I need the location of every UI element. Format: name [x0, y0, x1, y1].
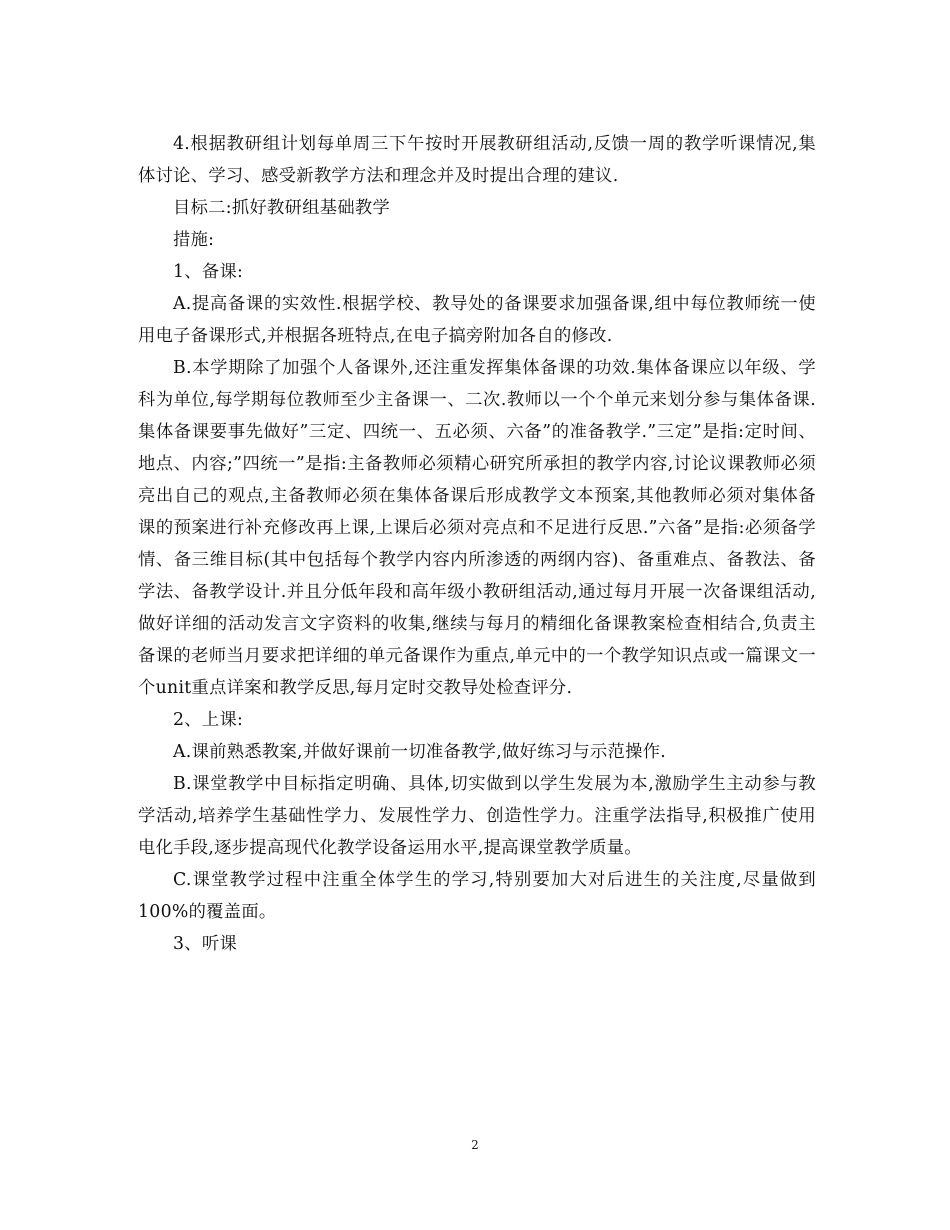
paragraph-observation-heading: 3、听课 [173, 934, 238, 954]
paragraph-teaching-heading: 2、上课: [173, 710, 244, 730]
paragraph-teaching-c: C.课堂教学过程中注重全体学生的学习,特别要加大对后进生的关注度,尽量做到100%的覆盖面。 [138, 870, 816, 922]
paragraph-teaching-a: A.课前熟悉教案,并做好课前一切准备教学,做好练习与示范操作. [173, 742, 667, 762]
paragraph-lesson-prep-a: A.提高备课的实效性.根据学校、教导处的备课要求加强备课,组中每位教师统一使用电子备课形式,并根据各班特点,在电子搞旁附加各自的修改. [138, 294, 816, 346]
paragraph-lesson-prep-heading: 1、备课: [173, 262, 244, 282]
paragraph-goal-two-heading: 目标二:抓好教研组基础教学 [173, 198, 391, 218]
paragraph-teaching-b: B.课堂教学中目标指定明确、具体,切实做到以学生发展为本,激励学生主动参与教学活动,培养学生基础性学力、发展性学力、创造性学力。注重学法指导,积极推广使用电化手段,逐步提高现代化教学设备运用水平,提高课堂教学质量。 [138, 774, 816, 858]
paragraph-lesson-prep-b: B.本学期除了加强个人备课外,还注重发挥集体备课的功效.集体备课应以年级、学科为单位,每学期每位教师至少主备课一、二次.教师以一个个单元来划分参与集体备课.集体备课要事先做好”三定、四统一、五必须、六备”的准备教学.”三定”是指:定时间、地点、内容;”四统一”是指:主备教师必须精心研究所承担的教学内容,讨论议课教师必须亮出自己的观点,主备教师必须在集体备课后形成教学文本预案,其他教师必须对集体备课的预案进行补充修改再上课,上课后必须对亮点和不足进行反思.”六备”是指:必须备学情、备三维目标(其中包括每个教学内容内所渗透的两纲内容)、备重难点、备教法、备学法、备教学设计.并且分低年段和高年级小教研组活动,通过每月开展一次备课组活动,做好详细的活动发言文字资料的收集,继续与每月的精细化备课教案检查相结合,负责主备课的老师当月要求把详细的单元备课作为重点,单元中的一个教学知识点或一篇课文一个unit重点详案和教学反思,每月定时交教导处检查评分. [138, 358, 816, 698]
page-number: 2 [471, 1138, 479, 1152]
document-body [138, 128, 816, 960]
paragraph-measures-heading: 措施: [173, 230, 215, 250]
paragraph-teaching-research-activity: 4.根据教研组计划每单周三下午按时开展教研组活动,反馈一周的教学听课情况,集体讨论、学习、感受新教学方法和理念并及时提出合理的建议. [138, 134, 816, 186]
